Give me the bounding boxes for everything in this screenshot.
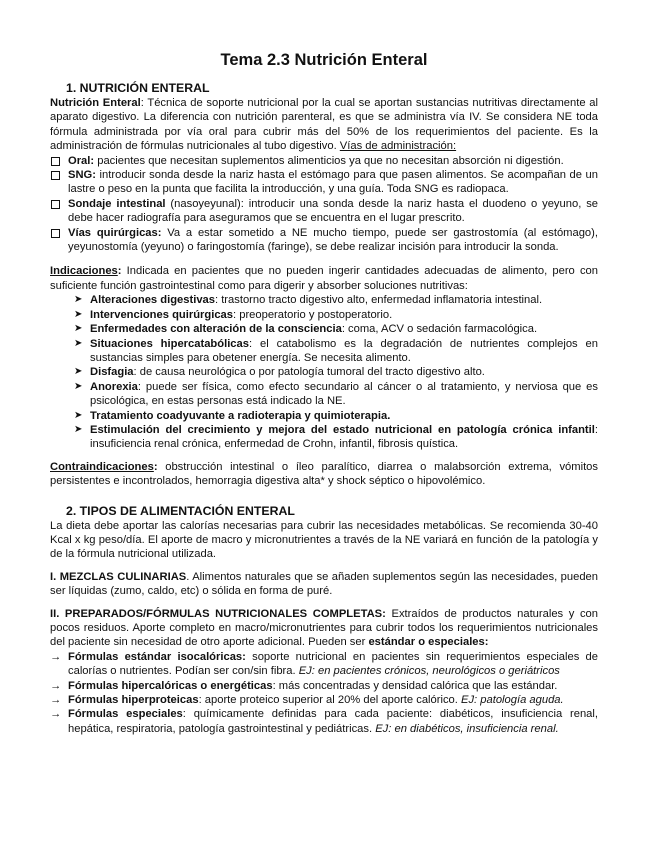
arrowhead-bullet-icon: ➤ [74, 366, 83, 378]
item-term: Fórmulas hiperproteicas [68, 694, 199, 707]
list-item [50, 693, 598, 707]
item-text: Va a estar sometido a NE mucho tiempo, puede ser gastrostomía (al estómago), yeyunostomía (yeyuno) o faringostomía (faringe), se debe realizar incisión para introducir la sonda. [68, 226, 598, 254]
item-term: Fórmulas hipercalóricas o energéticas [68, 679, 273, 692]
indicaciones-text: Indicada en pacientes que no pueden ingerir cantidades adecuadas de alimento, pero con suficiente función gastrointestinal como para digerir y absorber soluciones nutritivas: [50, 265, 598, 292]
item-text: : insuficiencia renal crónica, enfermedad de Crohn, infantil, fibrosis quística. [90, 423, 598, 451]
arrow-right-icon: → [50, 694, 62, 707]
list-item [50, 679, 598, 693]
list-item [50, 650, 598, 679]
item-term: Fórmulas especiales [68, 708, 183, 721]
item-example: EJ: en pacientes crónicos, neurológicos o geriátricos [298, 665, 560, 678]
item-term: Anorexia [90, 380, 138, 393]
list-item [50, 365, 598, 379]
arrow-right-icon: → [50, 708, 62, 721]
item-text: (nasoyeyunal): introducir una sonda desde la nariz hasta el duodeno o yeyuno, se debe hacer radiografía para aseguramos que se encuentra en el lugar prescrito. [68, 197, 599, 225]
item-text: : de causa neurológica o por patología tumoral del tracto digestivo alto. [133, 366, 485, 379]
arrowhead-bullet-icon: ➤ [74, 323, 83, 335]
list-item [50, 423, 598, 452]
item-term: Oral: [68, 154, 95, 167]
item-text: : químicamente definidas para cada paciente: diabéticos, insuficiencia renal, hepática, respiratoria, patología gastrointestinal y pediátricas. [68, 708, 598, 735]
intro-paragraph [50, 96, 598, 154]
list-item [50, 308, 598, 322]
vias-label: Vías de administración: [339, 140, 457, 153]
arrow-right-icon: → [50, 679, 62, 692]
mezclas-text: . Alimentos naturales que se añaden suplementos según las necesidades, pueden ser líquidas (zumo, caldo, etc) o sólida en forma de puré. [50, 570, 598, 598]
item-text: : puede ser física, como efecto secundario al cáncer o al tratamiento, y nerviosa que es psicológica, en estas personas está indicado la NE. [90, 380, 598, 408]
item-term: Tratamiento coadyuvante a radioterapia y quimioterapia [90, 409, 388, 422]
item-text: soporte nutricional en pacientes sin requerimientos especiales de calorías o nutrientes. Podían ser con/sin fibra. [68, 650, 599, 678]
item-term: Enfermedades con alteración de la consciencia [90, 323, 342, 336]
list-item [50, 707, 598, 736]
arrowhead-bullet-icon: ➤ [74, 380, 83, 392]
arrowhead-bullet-icon: ➤ [74, 423, 83, 435]
arrow-right-icon: → [50, 650, 62, 663]
item-term: Fórmulas estándar isocalóricas: [68, 650, 246, 663]
preparados-text: Extraídos de productos naturales y con pocos residuos. Aporte completo en macro/micronutrientes para cubrir todos los requerimientos nutricionales del paciente sin necesidad de otro aporte adicional. Pueden ser [50, 607, 599, 649]
indicaciones-list [50, 293, 598, 451]
indicaciones-paragraph [50, 264, 598, 293]
item-term: Estimulación del crecimiento y mejora del estado nutricional en patología crónica infantil [90, 423, 595, 436]
item-term: Disfagia [90, 366, 134, 379]
item-text: : trastorno tracto digestivo alto, enfermedad inflamatoria intestinal. [214, 294, 543, 307]
indicaciones-colon: : [117, 265, 122, 278]
list-item [50, 168, 598, 197]
item-text: . [387, 409, 391, 422]
section-heading-nutricion-enteral: 1. NUTRICIÓN ENTERAL [66, 81, 210, 95]
item-text: : aporte proteico superior al 20% del aporte calórico. [198, 694, 461, 707]
preparados-bold-end: estándar o especiales: [368, 636, 489, 649]
mezclas-label: I. MEZCLAS CULINARIAS [50, 570, 187, 583]
list-item [50, 337, 598, 366]
list-item [50, 154, 598, 168]
item-example: EJ: patología aguda. [461, 694, 564, 707]
list-item [50, 197, 598, 226]
indicaciones-label: Indicaciones [50, 265, 118, 278]
checkbox-bullet-icon [51, 157, 60, 166]
section-heading-tipos: 2. TIPOS DE ALIMENTACIÓN ENTERAL [66, 503, 295, 518]
document-page [50, 50, 598, 736]
item-text: pacientes que necesitan suplementos alimenticios ya que no necesitan absorción ni digestión. [94, 154, 564, 167]
checkbox-bullet-icon [51, 229, 60, 238]
preparados-label: II. PREPARADOS/FÓRMULAS NUTRICIONALES COMPLETAS: [50, 607, 386, 620]
item-text: : más concentradas y densidad calórica que las estándar. [272, 679, 558, 692]
checkbox-bullet-icon [51, 171, 60, 180]
checkbox-bullet-icon [51, 200, 60, 209]
item-text: : preoperatorio y postoperatorio. [233, 308, 393, 321]
list-item [50, 409, 598, 423]
item-term: Vías quirúrgicas: [68, 226, 162, 239]
contraindicaciones-label: Contraindicaciones [50, 460, 154, 473]
page-title: Tema 2.3 Nutrición Enteral [220, 51, 428, 69]
list-item [50, 293, 598, 307]
item-term: Sondaje intestinal [68, 197, 166, 210]
list-item [50, 380, 598, 409]
contraindicaciones-text: obstrucción intestinal o íleo paralítico, diarrea o malabsorción extrema, vómitos persistentes e incontrolados, hemorragia digestiva alta* y shock séptico o hipovolémico. [50, 460, 598, 488]
item-term: SNG: [68, 169, 96, 182]
item-example: EJ: en diabéticos, insuficiencia renal. [375, 722, 559, 735]
arrowhead-bullet-icon: ➤ [74, 308, 83, 320]
arrowhead-bullet-icon: ➤ [74, 337, 83, 349]
contraindicaciones-colon: : [153, 460, 158, 473]
list-item [50, 226, 598, 255]
item-text: : el catabolismo es la degradación de nutrientes complejos en sustancias simples para obetener energía. Se necesita alimento. [90, 337, 598, 364]
item-term: Situaciones hipercatabólicas [90, 337, 249, 350]
contraindicaciones-paragraph [50, 460, 598, 489]
intro-term: Nutrición Enteral [50, 97, 141, 109]
preparados-paragraph [50, 607, 598, 650]
arrowhead-bullet-icon: ➤ [74, 409, 83, 421]
mezclas-paragraph [50, 570, 598, 599]
arrowhead-bullet-icon: ➤ [74, 294, 83, 306]
item-text: : coma, ACV o sedación farmacológica. [341, 323, 538, 336]
formulas-list [50, 650, 598, 736]
intro-text: : Técnica de soporte nutricional por la cual se aportan sustancias nutritivas directamente al aparato digestivo. La diferencia con nutrición parenteral, es que se administra vía IV. Se considera NE toda fórmula administrada por vía oral para cubrir más del 50% de los requerimientos del paciente. Es la administración de fórmulas nutricionales al tubo digestivo. [50, 97, 599, 153]
item-term: Intervenciones quirúrgicas [90, 308, 233, 321]
list-item [50, 322, 598, 336]
tipos-intro-paragraph: La dieta debe aportar las calorías necesarias para cubrir las necesidades metabólicas. Se recomienda 30-40 Kcal x kg peso/día. El aporte de macro y micronutrientes a través de la NE variará en función de la patología y de la fórmula nutricional utilizada. [50, 519, 598, 561]
item-text: introducir sonda desde la nariz hasta el estómago para que pasen alimentos. Se acompañan de un lastre o peso en la punta que facilita la introducción, y una guía. Toda SNG es radiopaca. [68, 169, 598, 196]
vias-list [50, 154, 598, 255]
item-term: Alteraciones digestivas [90, 294, 215, 307]
